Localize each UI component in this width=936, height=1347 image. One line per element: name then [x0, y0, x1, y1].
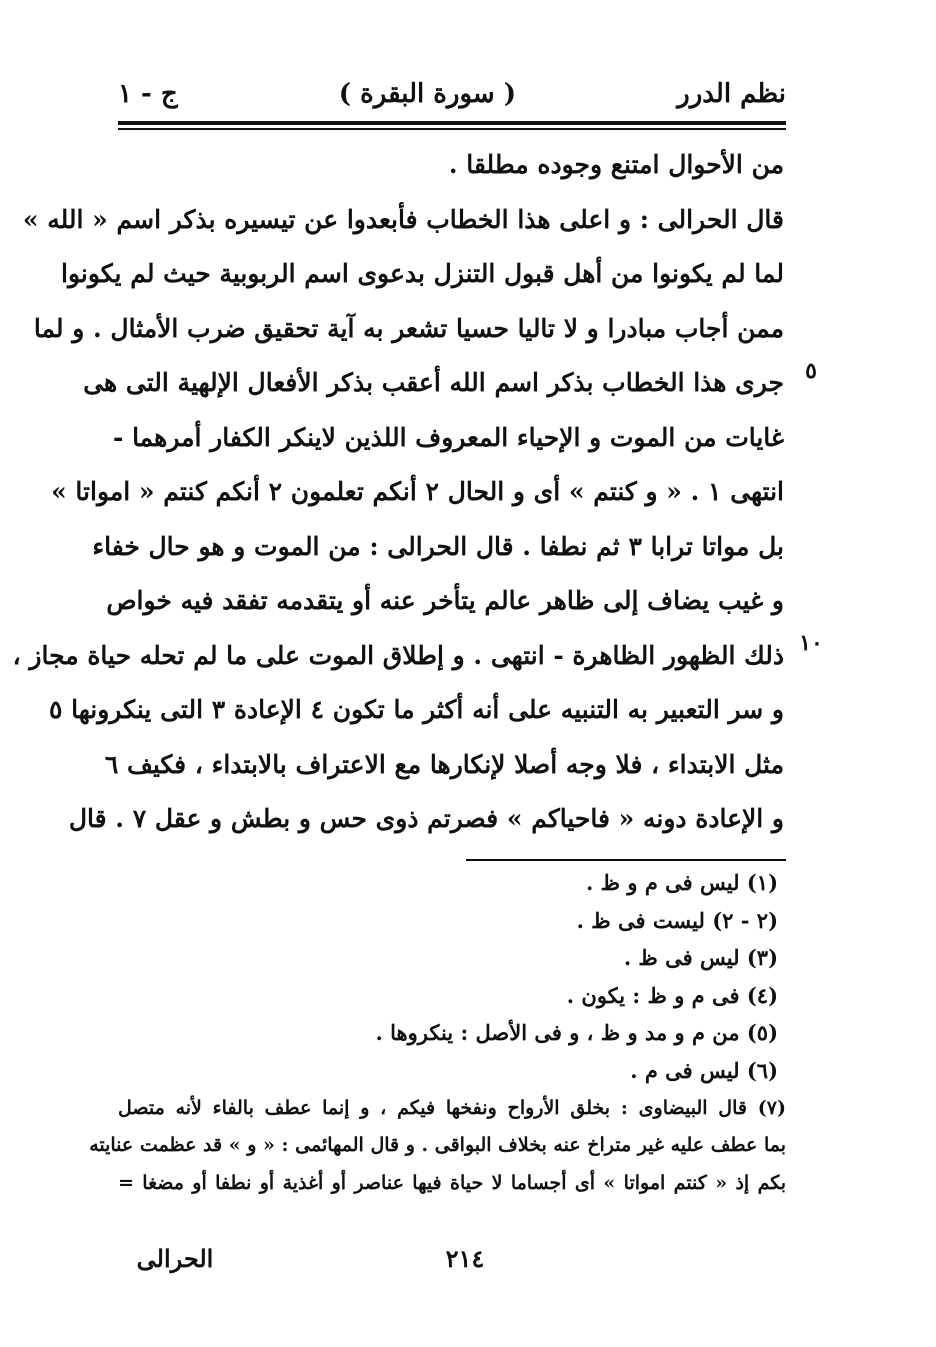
footnote: بكم إذ « كنتم امواتا » أى أجساما لا حياة فيها عناصر أو أغذية أو نطفا أو مضغا =: [118, 1171, 786, 1194]
text-line: انتهى ١ . « و كنتم » أى و الحال ٢ أنكم تعلمون ٢ أنكم كنتم « امواتا »: [51, 477, 784, 506]
text-line: ممن أجاب مبادرا و لا تاليا حسيا تشعر به آية تحقيق ضرب الأمثال . و لما: [33, 313, 784, 343]
surah-title: ( سورة البقرة ): [338, 79, 517, 109]
footnote: (١) ليس فى م و ظ .: [586, 870, 778, 895]
text-line: قال الحرالى : و اعلى هذا الخطاب فأبعدوا عن تيسيره بذكر اسم « الله »: [22, 204, 784, 234]
footnotes: [89, 864, 786, 1202]
footnote: (٣) ليس فى ظ .: [623, 945, 778, 971]
footnote: (٤) فى م و ظ : يكون .: [566, 982, 778, 1008]
text-line: بل مواتا ترابا ٣ ثم نطفا . قال الحرالى : من الموت و هو حال خفاء: [92, 531, 784, 561]
footnote-separator: [466, 859, 786, 861]
header-rule-thin: [118, 128, 786, 130]
text-line: لما لم يكونوا من أهل قبول التنزل بدعوى اسم الربوبية حيث لم يكونوا: [61, 259, 784, 288]
text-line: من الأحوال امتنع وجوده مطلقا .: [448, 150, 784, 179]
footnote: (٦) ليس فى م .: [630, 1057, 778, 1083]
text-line: و الإعادة دونه « فاحياكم » فصرتم ذوى حس و بطش و عقل ٧ . قال: [68, 804, 784, 833]
line-number-5: ٥: [805, 358, 817, 384]
text-line: غايات من الموت و الإحياء المعروف اللذين لاينكر الكفار أمرهما -: [112, 422, 784, 452]
book-title: نظم الدرر: [677, 79, 786, 109]
footnote: (٥) من م و مد و ظ ، و فى الأصل : ينكروها .: [375, 1020, 778, 1046]
text-line: ذلك الظهور الظاهرة - انتهى . و إطلاق الموت على ما لم تحله حياة مجاز ،: [12, 640, 784, 670]
text-line: جرى هذا الخطاب بذكر اسم الله أعقب بذكر الأفعال الإلهية التى هى: [83, 368, 784, 397]
footnote: (٧) قال البيضاوى : بخلق الأرواح ونفخها فيكم ، و إنما عطف بالفاء لأنه متصل: [118, 1096, 786, 1119]
line-number-10: ١٠: [799, 630, 823, 656]
text-line: و غيب يضاف إلى ظاهر عالم يتأخر عنه أو يتقدمه تفقد فيه خواص: [106, 586, 784, 615]
main-text: [12, 138, 784, 847]
footnote: (٢ - ٢) ليست فى ظ .: [576, 907, 778, 933]
page-number: ٢١٤: [445, 1244, 485, 1273]
running-header: [118, 68, 786, 120]
text-line: مثل الابتداء ، فلا وجه أصلا لإنكارها مع الاعتراف بالابتداء ، فكيف ٦: [104, 749, 784, 779]
footnote: بما عطف عليه غير متراخ عنه بخلاف البواقى . و قال المهائمى : « و » قد عظمت عنايته: [89, 1134, 786, 1157]
text-line: و سر التعبير به التنبيه على أنه أكثر ما تكون ٤ الإعادة ٣ التى ينكرونها ٥: [48, 695, 784, 724]
header-rule-thick: [118, 121, 786, 125]
catchword: الحرالى: [136, 1244, 214, 1273]
volume-number: ج - ١: [118, 79, 178, 109]
